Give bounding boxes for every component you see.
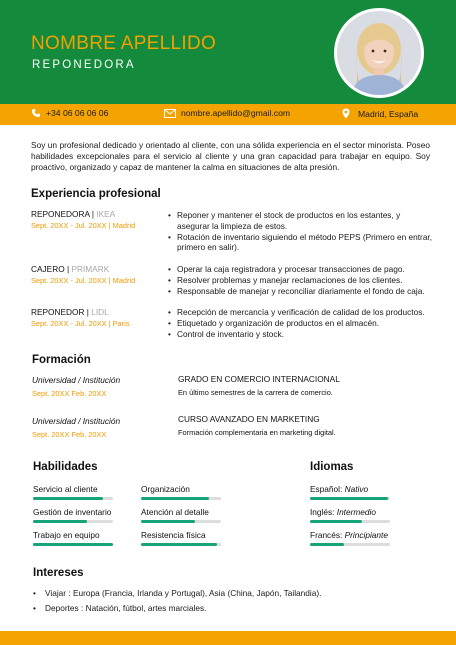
email-text: nombre.apellido@gmail.com: [181, 108, 291, 118]
skills-heading: Habilidades: [33, 461, 98, 473]
skill-label: Trabajo en equipo: [33, 530, 100, 540]
job-company: IKEA: [96, 209, 116, 219]
education-heading: Formación: [32, 354, 91, 366]
skill-bar: [141, 520, 221, 523]
phone-text: +34 06 06 06 06: [46, 108, 109, 118]
skill-label: Atención al detalle: [141, 507, 209, 517]
skill-label: Resistencia física: [141, 530, 206, 540]
job-bullets: [167, 210, 435, 253]
skill-item: [141, 507, 221, 523]
skill-item: [33, 530, 113, 546]
skill-bar-fill: [141, 497, 209, 500]
language-bar: [310, 543, 390, 546]
education-degree: GRADO EN COMERCIO INTERNACIONAL: [178, 374, 340, 384]
education-degree: CURSO AVANZADO EN MARKETING: [178, 414, 320, 424]
list-item: • Viajar : Europa (Francia, Irlanda y Portugal), Asia (China, Japón, Tailandia).: [33, 586, 321, 601]
skill-bar: [141, 543, 221, 546]
job-title: REPONEDOR: [31, 307, 85, 317]
experience-heading: Experiencia profesional: [31, 188, 161, 200]
job-date: Sept. 20XX - Jul. 20XX | Madrid: [31, 276, 136, 285]
location-text: Madrid, España: [358, 108, 419, 119]
language-bar-fill: [310, 497, 388, 500]
list-item: • Responsable de manejar y reconciliar diariamente el fondo de caja.: [167, 286, 435, 297]
languages-heading: Idiomas: [310, 461, 354, 473]
contact-email: [164, 108, 290, 118]
skill-bar-fill: [141, 543, 217, 546]
skill-item: [141, 484, 221, 500]
phone-icon: [31, 108, 41, 118]
language-item: [310, 507, 390, 523]
skill-label: Gestión de inventario: [33, 507, 112, 517]
job-entry: [31, 307, 171, 329]
skill-bar: [33, 520, 113, 523]
language-bar: [310, 497, 390, 500]
job-entry: [31, 264, 171, 286]
job-entry: [31, 209, 171, 231]
skill-label: Servicio al cliente: [33, 484, 98, 494]
profile-photo: [334, 8, 424, 98]
language-name: Español:: [310, 484, 343, 494]
list-item: • Reponer y mantener el stock de productos en los estantes, y asegurar la limpieza de estos.: [167, 210, 435, 232]
candidate-name: NOMBRE APELLIDO: [31, 33, 217, 54]
list-item: • Operar la caja registradora y procesar transacciones de pago.: [167, 264, 435, 275]
language-bar-fill: [310, 543, 344, 546]
job-separator: |: [91, 209, 95, 219]
list-item: • Rotación de inventario siguiendo el método PEPS (Primero en entrar, primero en salir).: [167, 232, 435, 254]
footer-bar: [0, 631, 456, 645]
education-institution: Universidad / Institución: [32, 375, 121, 385]
language-item: [310, 484, 390, 500]
skill-bar-fill: [33, 543, 113, 546]
job-date: Sept. 20XX - Jul. 20XX | Paris: [31, 319, 130, 328]
skill-item: [33, 507, 113, 523]
education-description: En último semestres de la carrera de comercio.: [178, 388, 333, 397]
language-item: [310, 530, 390, 546]
job-bullets: [167, 264, 435, 296]
language-bar: [310, 520, 390, 523]
skill-bar: [33, 497, 113, 500]
candidate-role: REPONEDORA: [32, 59, 136, 71]
list-item: • Recepción de mercancía y verificación de calidad de los productos.: [167, 307, 435, 318]
education-description: Formación complementaria en marketing digital.: [178, 428, 336, 437]
interests-heading: Intereses: [33, 567, 84, 579]
skill-item: [33, 484, 113, 500]
profile-photo-image: [337, 11, 421, 95]
job-company: PRIMARK: [71, 264, 110, 274]
education-date: Sept. 20XX Feb. 20XX: [32, 389, 107, 398]
job-title: CAJERO: [31, 264, 65, 274]
skill-bar-fill: [33, 497, 103, 500]
list-item: • Deportes : Natación, fútbol, artes marciales.: [33, 601, 321, 616]
skill-label: Organización: [141, 484, 190, 494]
skill-bar: [141, 497, 221, 500]
list-item: • Etiquetado y organización de productos en el almacén.: [167, 318, 435, 329]
contact-phone: [31, 108, 108, 118]
language-level: Nativo: [344, 484, 369, 494]
contact-location: [342, 108, 418, 119]
job-bullets: [167, 307, 435, 339]
language-level: Principiante: [344, 530, 388, 540]
language-bar-fill: [310, 520, 362, 523]
skill-bar-fill: [141, 520, 195, 523]
location-pin-icon: [342, 108, 350, 119]
profile-summary: Soy un profesional dedicado y orientado al cliente, con una sólida experiencia en el sector minorista. Poseo habilidades excepcionales para el servicio al cliente y una gran capacidad para trabajar en equipo. Soy proactivo, organizado y capaz de mantener la calma en situaciones de alta presión.: [31, 140, 430, 172]
list-item: • Control de inventario y stock.: [167, 329, 435, 340]
job-company: LIDL: [91, 307, 109, 317]
skill-bar: [33, 543, 113, 546]
education-institution: Universidad / Institución: [32, 416, 121, 426]
job-title: REPONEDORA: [31, 209, 90, 219]
contact-bar: [0, 104, 456, 125]
language-name: Francés:: [310, 530, 343, 540]
list-item: • Resolver problemas y manejar reclamaciones de los clientes.: [167, 275, 435, 286]
job-separator: |: [86, 307, 89, 317]
education-date: Sept. 20XX Feb. 20XX: [32, 430, 107, 439]
job-date: Sept. 20XX - Jul. 20XX | Madrid: [31, 221, 136, 230]
interests-list: [33, 586, 321, 616]
language-name: Inglés:: [310, 507, 335, 517]
language-level: Intermedio: [336, 507, 376, 517]
job-separator: |: [66, 264, 70, 274]
skill-bar-fill: [33, 520, 87, 523]
email-icon: [164, 109, 176, 118]
skill-item: [141, 530, 221, 546]
header-banner: [0, 0, 456, 104]
